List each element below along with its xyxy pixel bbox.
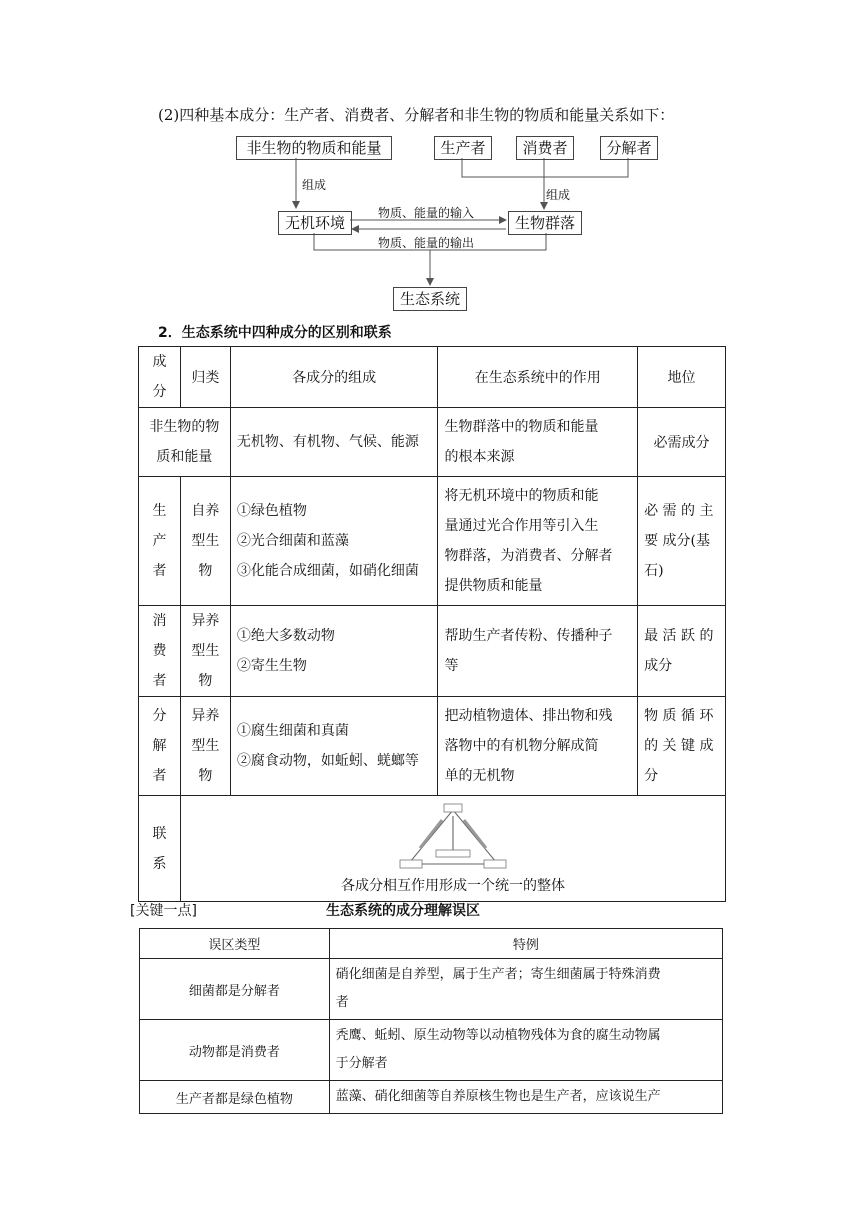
header-role: 在生态系统中的作用 — [438, 347, 638, 408]
example-line: 硝化细菌是自养型，属于生产者；寄生细菌属于特殊消费 — [335, 967, 661, 982]
decomposer-name-char: 分 — [152, 708, 167, 724]
abiotic-role — [438, 408, 638, 477]
link-content — [180, 796, 725, 902]
producer-role-line: 物群落，为消费者、分解者 — [444, 548, 613, 564]
producer-composition-line: ①绿色植物 — [236, 503, 307, 519]
consumer-type-line: 物 — [198, 673, 213, 689]
table-header-row — [139, 347, 726, 408]
header-misconception-type: 误区类型 — [140, 929, 330, 959]
producer-role-line: 量通过光合作用等引入生 — [444, 518, 599, 534]
decomposer-status-line: 分 — [644, 768, 659, 784]
decomposer-status — [638, 697, 726, 796]
table-row-abiotic — [139, 408, 726, 477]
environment-box: 无机环境 — [278, 211, 352, 235]
header-composition: 各成分的组成 — [230, 347, 438, 408]
example-line: 于分解者 — [335, 1056, 388, 1071]
decomposer-type — [180, 697, 230, 796]
misconception-type: 细菌都是分解者 — [140, 959, 330, 1020]
header-component — [139, 347, 181, 408]
producer-role-line: 提供物质和能量 — [444, 578, 543, 594]
producer-composition-line: ②光合细菌和蓝藻 — [236, 533, 349, 549]
header-component-line: 分 — [152, 384, 167, 400]
ecosystem-box: 生态系统 — [393, 287, 467, 311]
table2-row — [140, 1081, 723, 1114]
producer-role — [438, 477, 638, 606]
community-box: 生物群落 — [508, 211, 582, 235]
table-row-decomposer — [139, 697, 726, 796]
example-line: 者 — [335, 995, 349, 1010]
example-line: 蓝藻、硝化细菌等自养原核生物也是生产者，应该说生产 — [335, 1089, 661, 1104]
compose-right-label: 组成 — [546, 188, 571, 202]
misconception-example — [329, 1020, 722, 1081]
compose-left-label: 组成 — [302, 178, 327, 192]
header-exception: 特例 — [329, 929, 722, 959]
producer-name-char: 生 — [152, 503, 167, 519]
abiotic-status: 必需成分 — [638, 408, 726, 477]
decomposer-role-line: 落物中的有机物分解成简 — [444, 738, 599, 754]
producer-box: 生产者 — [434, 136, 492, 160]
table2-header-row — [140, 929, 723, 959]
producer-type-line: 自养 — [191, 503, 220, 519]
consumer-type — [180, 606, 230, 697]
misconception-type: 动物都是消费者 — [140, 1020, 330, 1081]
consumer-type-line: 型生 — [191, 643, 220, 659]
link-name-char: 系 — [152, 855, 167, 872]
decomposer-composition-line: ②腐食动物，如蚯蚓、蜣螂等 — [236, 753, 419, 769]
abiotic-box: 非生物的物质和能量 — [236, 136, 392, 160]
consumer-role — [438, 606, 638, 697]
producer-type-line: 型生 — [191, 533, 220, 549]
consumer-status-line: 成分 — [644, 658, 673, 674]
interaction-triangle-diagram — [398, 802, 508, 874]
abiotic-name-line: 非生物的物 — [149, 419, 220, 435]
components-table — [138, 346, 726, 902]
misconception-type: 生产者都是绿色植物 — [140, 1081, 330, 1114]
consumer-role-line: 帮助生产者传粉、传播种子 — [444, 628, 613, 644]
decomposer-name — [139, 697, 181, 796]
decomposer-name-char: 者 — [152, 768, 167, 784]
misconception-table — [139, 928, 723, 1114]
consumer-name-char: 消 — [152, 613, 167, 629]
consumer-composition-line: ①绝大多数动物 — [236, 628, 335, 644]
decomposer-role — [438, 697, 638, 796]
link-name-char: 联 — [152, 825, 167, 842]
consumer-name — [139, 606, 181, 697]
organisms-bracket — [462, 158, 628, 177]
producer-composition — [230, 477, 438, 606]
decomposer-status-line: 物 质 循 环 — [644, 708, 714, 724]
decomposer-type-line: 物 — [198, 768, 213, 784]
abiotic-composition: 无机物、有机物、气候、能源 — [230, 408, 438, 477]
decomposer-composition-line: ①腐生细菌和真菌 — [236, 723, 349, 739]
consumer-status — [638, 606, 726, 697]
table-row-link — [139, 796, 726, 902]
link-caption: 各成分相互作用形成一个统一的整体 — [340, 877, 565, 894]
consumer-name-char: 者 — [152, 673, 167, 689]
producer-status-line: 要 成分(基 — [644, 533, 711, 549]
abiotic-role-line: 的根本来源 — [444, 449, 515, 465]
key-point-title: 生态系统的成分理解误区 — [326, 903, 480, 919]
decomposer-name-char: 解 — [152, 738, 167, 754]
abiotic-role-line: 生物群落中的物质和能量 — [444, 419, 599, 435]
intro-text: (2)四种基本成分：生产者、消费者、分解者和非生物的物质和能量关系如下： — [158, 106, 675, 124]
table2-row — [140, 1020, 723, 1081]
consumer-type-line: 异养 — [191, 613, 220, 629]
header-status: 地位 — [638, 347, 726, 408]
decomposer-status-line: 的 关 键 成 — [644, 738, 714, 754]
example-line: 秃鹰、蚯蚓、原生动物等以动植物残体为食的腐生动物属 — [335, 1028, 661, 1043]
producer-name — [139, 477, 181, 606]
table2-row — [140, 959, 723, 1020]
producer-name-char: 者 — [152, 563, 167, 579]
abiotic-name-line: 质和能量 — [156, 449, 213, 465]
key-point-tag: [关键一点] — [130, 903, 197, 919]
producer-type — [180, 477, 230, 606]
diagram-lines — [0, 0, 860, 320]
header-category: 归类 — [180, 347, 230, 408]
decomposer-role-line: 单的无机物 — [444, 768, 515, 784]
producer-status — [638, 477, 726, 606]
consumer-role-line: 等 — [444, 658, 459, 674]
decomposer-type-line: 异养 — [191, 708, 220, 724]
producer-composition-line: ③化能合成细菌，如硝化细菌 — [236, 563, 419, 579]
section-2-title: 2．生态系统中四种成分的区别和联系 — [158, 325, 392, 341]
table-row-consumer — [139, 606, 726, 697]
abiotic-name — [139, 408, 231, 477]
table-row-producer — [139, 477, 726, 606]
consumer-status-line: 最 活 跃 的 — [644, 628, 714, 644]
consumer-name-char: 费 — [152, 643, 167, 659]
misconception-example — [329, 1081, 722, 1114]
link-name — [139, 796, 181, 902]
misconception-example — [329, 959, 722, 1020]
input-label: 物质、能量的输入 — [378, 206, 475, 220]
producer-status-line: 必 需 的 主 — [644, 503, 714, 519]
decomposer-role-line: 把动植物遗体、排出物和残 — [444, 708, 613, 724]
header-component-line: 成 — [152, 354, 167, 370]
producer-status-line: 石) — [644, 563, 664, 579]
output-label: 物质、能量的输出 — [378, 236, 475, 250]
producer-type-line: 物 — [198, 563, 213, 579]
decomposer-box: 分解者 — [600, 136, 658, 160]
producer-name-char: 产 — [152, 533, 167, 549]
consumer-composition-line: ②寄生生物 — [236, 658, 307, 674]
producer-role-line: 将无机环境中的物质和能 — [444, 488, 599, 504]
consumer-box: 消费者 — [516, 136, 574, 160]
decomposer-type-line: 型生 — [191, 738, 220, 754]
decomposer-composition — [230, 697, 438, 796]
consumer-composition — [230, 606, 438, 697]
